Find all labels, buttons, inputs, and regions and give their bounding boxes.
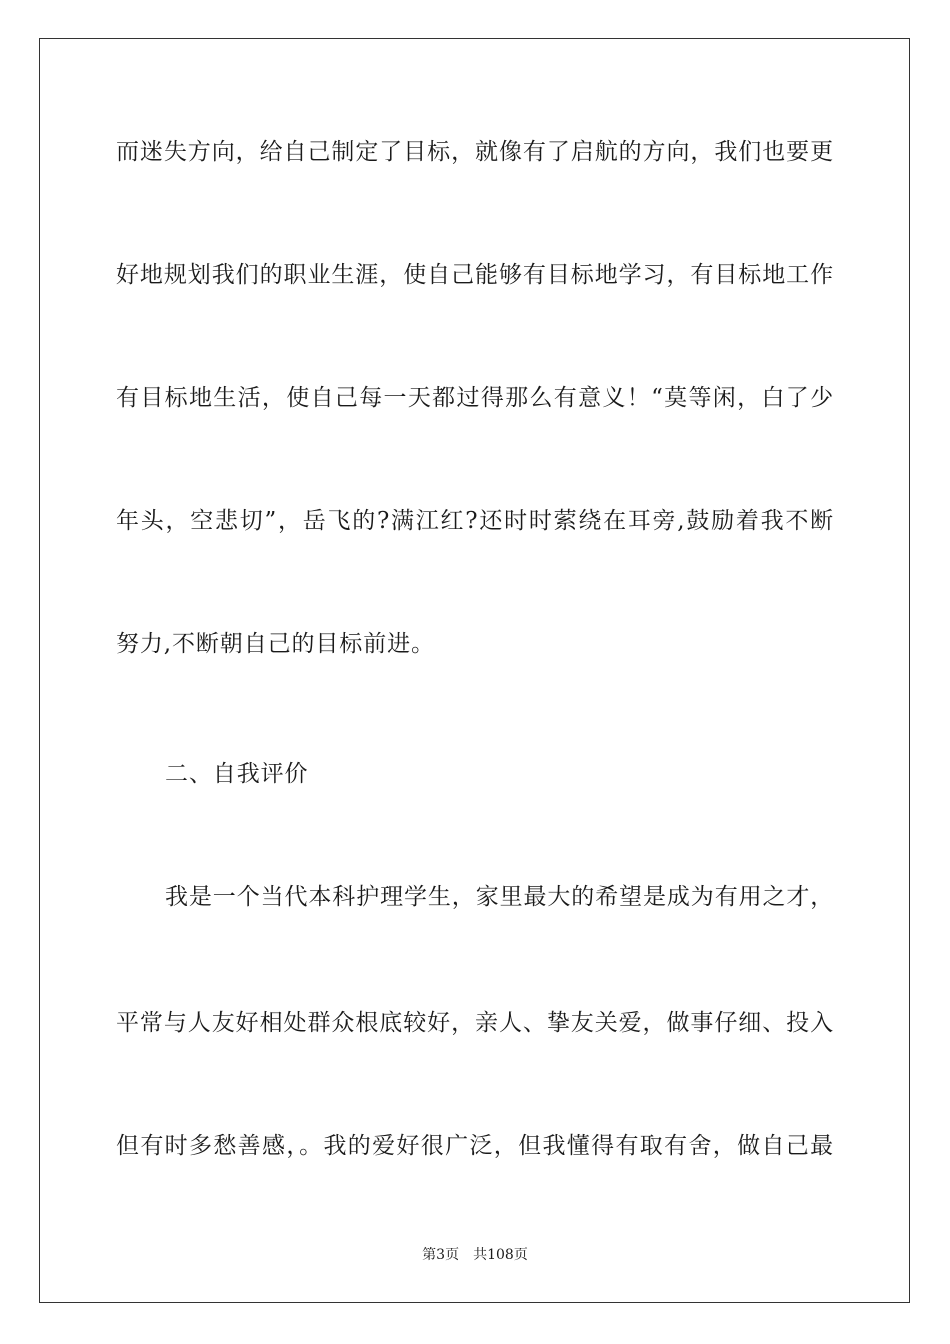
body-line-4: 年头，空悲切”，岳飞的?满江红?还时时萦绕在耳旁,鼓励着我不断 — [116, 508, 834, 534]
body-line-3: 有目标地生活，使自己每一天都过得那么有意义！“莫等闲，白了少 — [116, 385, 834, 411]
body-line-2: 好地规划我们的职业生涯，使自己能够有目标地学习，有目标地工作 — [116, 262, 834, 288]
page-footer — [0, 1246, 950, 1264]
body-line-8: 但有时多愁善感，。我的爱好很广泛，但我懂得有取有舍，做自己最 — [116, 1133, 834, 1159]
page-total: 共108页 — [473, 1247, 528, 1263]
page-number: 第3页 — [422, 1247, 460, 1263]
body-line-5: 努力,不断朝自己的目标前进。 — [116, 631, 435, 657]
section-heading: 二、自我评价 — [165, 761, 309, 787]
page-border — [39, 38, 910, 1303]
body-line-7: 平常与人友好相处群众根底较好，亲人、挚友关爱，做事仔细、投入 — [116, 1010, 834, 1036]
body-line-1: 而迷失方向，给自己制定了目标，就像有了启航的方向，我们也要更 — [116, 139, 834, 165]
body-line-6: 我是一个当代本科护理学生，家里最大的希望是成为有用之才， — [165, 884, 835, 910]
